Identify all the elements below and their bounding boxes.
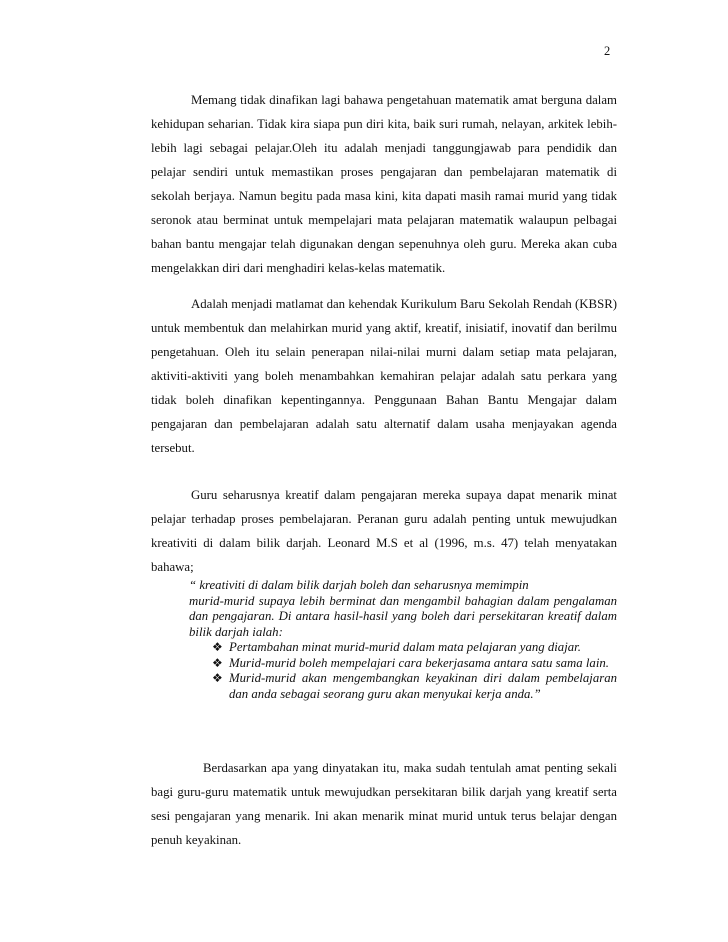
list-item [212, 640, 617, 656]
diamond-bullet-icon: ❖ [212, 671, 223, 685]
bullet-text: Murid-murid akan mengembangkan keyakinan diri dalam pembelajaran dan anda sebagai seorang guru akan menyukai kerja anda.” [229, 671, 617, 701]
paragraph-kbsr: Adalah menjadi matlamat dan kehendak Kurikulum Baru Sekolah Rendah (KBSR) untuk membentuk dan melahirkan murid yang aktif, kreatif, inisiatif, inovatif dan berilmu pengetahuan. Oleh itu selain penerapan nilai-nilai murni dalam setiap mata pelajaran, aktiviti-aktiviti yang boleh menambahkan kemahiran pelajar adalah satu perkara yang tidak boleh dinafikan kepentingannya. Penggunaan Bahan Bantu Mengajar dalam pengajaran dan pembelajaran adalah satu alternatif dalam usaha menjayakan agenda tersebut. [151, 297, 617, 455]
page-number: 2 [604, 44, 611, 58]
diamond-bullet-icon: ❖ [212, 640, 223, 654]
paragraph-conclusion: Berdasarkan apa yang dinyatakan itu, maka sudah tentulah amat penting sekali bagi guru-guru matematik untuk mewujudkan persekitaran bilik darjah yang kreatif serta sesi pengajaran yang menarik. Ini akan menarik minat murid untuk terus belajar dengan penuh keyakinan. [151, 761, 617, 847]
list-item [212, 671, 617, 702]
block-quote [189, 578, 617, 702]
quote-line-1: “ kreativiti di dalam bilik darjah boleh dan seharusnya memimpin [189, 578, 529, 592]
paragraph-guru: Guru seharusnya kreatif dalam pengajaran mereka supaya dapat menarik minat pelajar terhadap proses pembelajaran. Peranan guru adalah penting untuk mewujudkan kreativiti di dalam bilik darjah. Leonard M.S et al (1996, m.s. 47) telah menyatakan bahawa; [151, 488, 617, 574]
paragraph-intro: Memang tidak dinafikan lagi bahawa pengetahuan matematik amat berguna dalam kehidupan seharian. Tidak kira siapa pun diri kita, baik suri rumah, nelayan, arkitek lebih-lebih lagi sebagai pelajar.Oleh itu adalah menjadi tanggungjawab para pendidik dan pelajar sendiri untuk memastikan proses pengajaran dan pembelajaran matematik di sekolah berjaya. Namun begitu pada masa kini, kita dapati masih ramai murid yang tidak seronok atau berminat untuk mempelajari mata pelajaran matematik walaupun pelbagai bahan bantu mengajar telah digunakan dengan sepenuhnya oleh guru. Mereka akan cuba mengelakkan diri dari menghadiri kelas-kelas matematik. [151, 93, 617, 275]
diamond-bullet-icon: ❖ [212, 655, 223, 670]
quote-body: murid-murid supaya lebih berminat dan mengambil bahagian dalam pengalaman dan pengajaran. Di antara hasil-hasil yang boleh dari persekitaran kreatif dalam bilik darjah ialah: [189, 593, 617, 639]
list-item [212, 656, 617, 672]
bullet-text: Murid-murid boleh mempelajari cara bekerjasama antara satu sama lain. [229, 655, 609, 670]
bullet-text: Pertambahan minat murid-murid dalam mata pelajaran yang diajar. [229, 640, 581, 654]
quote-bullet-list [189, 640, 617, 702]
